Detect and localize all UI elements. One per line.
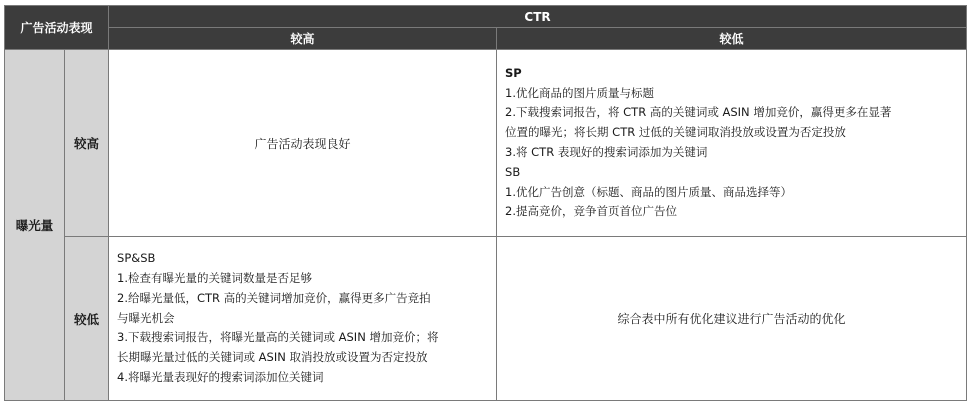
row-impressions-high bbox=[5, 50, 967, 237]
cell-line: 与曝光机会 bbox=[117, 310, 175, 325]
cell-line: SP bbox=[505, 65, 522, 80]
cell-line: 2.下载搜索词报告，将 CTR 高的关键词或 ASIN 增加竞价，赢得更多在显著 bbox=[505, 105, 892, 120]
cell-line: 4.将曝光量表现好的搜索词添加位关键词 bbox=[117, 369, 324, 384]
ctr-low-header: 较低 bbox=[497, 28, 967, 50]
impressions-header: 曝光量 bbox=[5, 50, 65, 401]
impressions-low-header: 较低 bbox=[65, 237, 109, 401]
impressions-high-header: 较高 bbox=[65, 50, 109, 237]
cell-line: 1.优化广告创意（标题、商品的图片质量、商品选择等） bbox=[505, 184, 792, 199]
cell-imp-high-ctr-high: 广告活动表现良好 bbox=[109, 50, 497, 237]
cell-line: 2.提高竞价，竞争首页首位广告位 bbox=[505, 204, 677, 219]
cell-imp-high-ctr-low bbox=[497, 50, 967, 237]
cell-line: 1.检查有曝光量的关键词数量是否足够 bbox=[117, 271, 312, 285]
header-row-ctr-levels bbox=[5, 28, 967, 50]
cell-line: 1.优化商品的图片质量与标题 bbox=[505, 85, 654, 100]
ctr-header: CTR bbox=[109, 6, 967, 28]
ctr-high-header: 较高 bbox=[109, 28, 497, 50]
header-row-ctr bbox=[5, 6, 967, 28]
cell-line: SB bbox=[505, 164, 521, 179]
cell-line: 3.将 CTR 表现好的搜索词添加为关键词 bbox=[505, 145, 708, 159]
cell-line: 位置的曝光；将长期 CTR 过低的关键词取消投放或设置为否定投放 bbox=[505, 125, 846, 140]
cell-line: 2.给曝光量低，CTR 高的关键词增加竞价，赢得更多广告竞拍 bbox=[117, 290, 431, 305]
row-impressions-low bbox=[5, 237, 967, 401]
ad-performance-matrix bbox=[4, 5, 967, 401]
cell-line: SP&SB bbox=[117, 251, 156, 266]
corner-header: 广告活动表现 bbox=[5, 6, 109, 50]
cell-line: 3.下载搜索词报告，将曝光量高的关键词或 ASIN 增加竞价；将 bbox=[117, 330, 439, 345]
cell-line: 长期曝光量过低的关键词或 ASIN 取消投放或设置为否定投放 bbox=[117, 350, 428, 365]
cell-imp-low-ctr-low: 综合表中所有优化建议进行广告活动的优化 bbox=[497, 237, 967, 401]
cell-imp-low-ctr-high bbox=[109, 237, 497, 401]
